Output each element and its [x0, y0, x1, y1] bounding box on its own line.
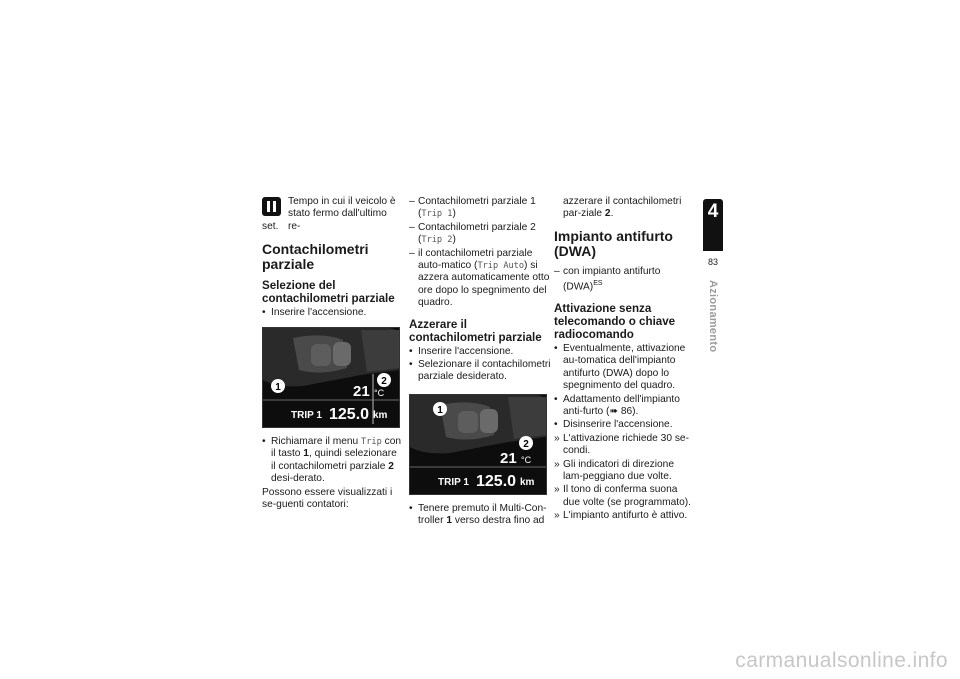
step-reset-ignition: • Inserire l'accensione. [409, 345, 514, 357]
heading-alarm-system: Impianto antifurto (DWA) [554, 227, 673, 260]
note-pause-icon [262, 197, 281, 216]
temperature-unit: °C [374, 388, 385, 399]
trip-label: TRIP 1 [291, 410, 322, 422]
heading-reset-odometer: Azzerare il contachilometri parziale [409, 317, 542, 344]
result-alarm-active: » L'impianto antifurto è attivo. [554, 510, 688, 522]
trip-label: TRIP 1 [438, 476, 469, 488]
figure-handlebar-display-1 [262, 327, 400, 428]
callout-2: 2 [381, 376, 387, 388]
reset-continuation: azzerare il contachilometri par-ziale 2. [563, 196, 682, 220]
result-confirmation-tone: » Il tono di conferma suona due volte (se programmato). [554, 484, 691, 508]
alarm-option-note: – con impianto antifurto (DWA)$^{ES}$ [554, 265, 661, 293]
counter-trip-2: – Contachilometri parziale 2 (Trip 2) [409, 221, 536, 246]
counter-trip-1: – Contachilometri parziale 1 (Trip 1) [409, 196, 536, 220]
note-line-3: set. [262, 221, 279, 233]
page-number: 83 [707, 257, 718, 267]
step-reset-select: • Selezionare il contachilometri parziale desiderato. [409, 359, 551, 383]
step-ignition-off: • Disinserire l'accensione. [554, 419, 673, 431]
bullet-marker: • [554, 419, 558, 431]
callout-1: 1 [437, 404, 443, 416]
result-marker: » [554, 432, 560, 444]
bullet-marker: • [554, 393, 558, 405]
trip-unit: km [373, 410, 388, 422]
dash-marker: – [554, 265, 560, 277]
step-auto-activation: • Eventualmente, attivazione au-tomatica dell'impianto antifurto (DWA) dopo lo spegnimento del quadro. [554, 343, 686, 392]
heading-odometer: Contachilometri parziale [262, 240, 369, 273]
result-indicators: » Gli indicatori di direzione lam-peggiano due volte. [554, 458, 674, 483]
temperature-value: 21 [500, 449, 517, 467]
section-title: Azionamento [707, 280, 719, 353]
callout-1: 1 [275, 382, 281, 394]
heading-activation: Attivazione senza telecomando o chiave radiocomando [554, 302, 676, 342]
note-line-1: Tempo in cui il veicolo è [288, 196, 396, 207]
bullet-marker: • [554, 343, 558, 355]
result-marker: » [554, 484, 560, 496]
bullet-marker: • [262, 306, 266, 318]
dash-marker: – [409, 196, 415, 207]
step-ignition: • Inserire l'accensione. [262, 306, 367, 318]
note-block [262, 196, 402, 233]
step-reset-hold: • Tenere premuto il Multi-Con-troller 1 verso destra fino ad [409, 502, 547, 527]
trip-value: 125.0 [476, 472, 517, 490]
bullet-marker: • [262, 436, 266, 448]
counter-trip-auto: – il contachilometri parziale auto-matico (Trip Auto) si azzera automaticamente otto ore dopo lo spegnimento del quadro. [409, 247, 550, 309]
step-trip-menu: • Richiamare il menu Trip con il tasto 1, quindi selezionare il contachilometri parziale 2 desi-derato. [262, 436, 402, 485]
counters-paragraph: Possono essere visualizzati i se-guenti contatori: [262, 486, 393, 511]
heading-select-odometer: Selezione del contachilometri parziale [262, 278, 395, 305]
menu-code: Trip [361, 437, 382, 448]
trip-unit: km [520, 476, 535, 488]
temperature-unit: °C [521, 454, 532, 465]
trip-value: 125.0 [329, 406, 370, 424]
page-reference-arrow-icon: ➠ [609, 406, 618, 418]
step-adaptation: • Adattamento dell'impianto anti-furto (➠ 86). [554, 393, 680, 418]
chapter-number: 4 [707, 201, 719, 222]
bullet-marker: • [409, 359, 413, 371]
dash-marker: – [409, 247, 415, 259]
bullet-marker: • [409, 502, 413, 514]
result-activation-time: » L'attivazione richiede 30 se-condi. [554, 432, 689, 457]
bullet-marker: • [409, 345, 413, 357]
temperature-value: 21 [353, 383, 370, 401]
figure-handlebar-display-2 [409, 394, 547, 495]
dash-marker: – [409, 221, 415, 233]
column-2 [409, 196, 551, 529]
watermark: carmanualsonline.info [735, 649, 948, 672]
result-marker: » [554, 510, 560, 522]
result-marker: » [554, 458, 560, 470]
column-3 [554, 196, 696, 524]
callout-2: 2 [523, 438, 529, 450]
note-line-2: stato fermo dall'ultimo re- [288, 208, 387, 232]
column-1 [262, 196, 402, 513]
